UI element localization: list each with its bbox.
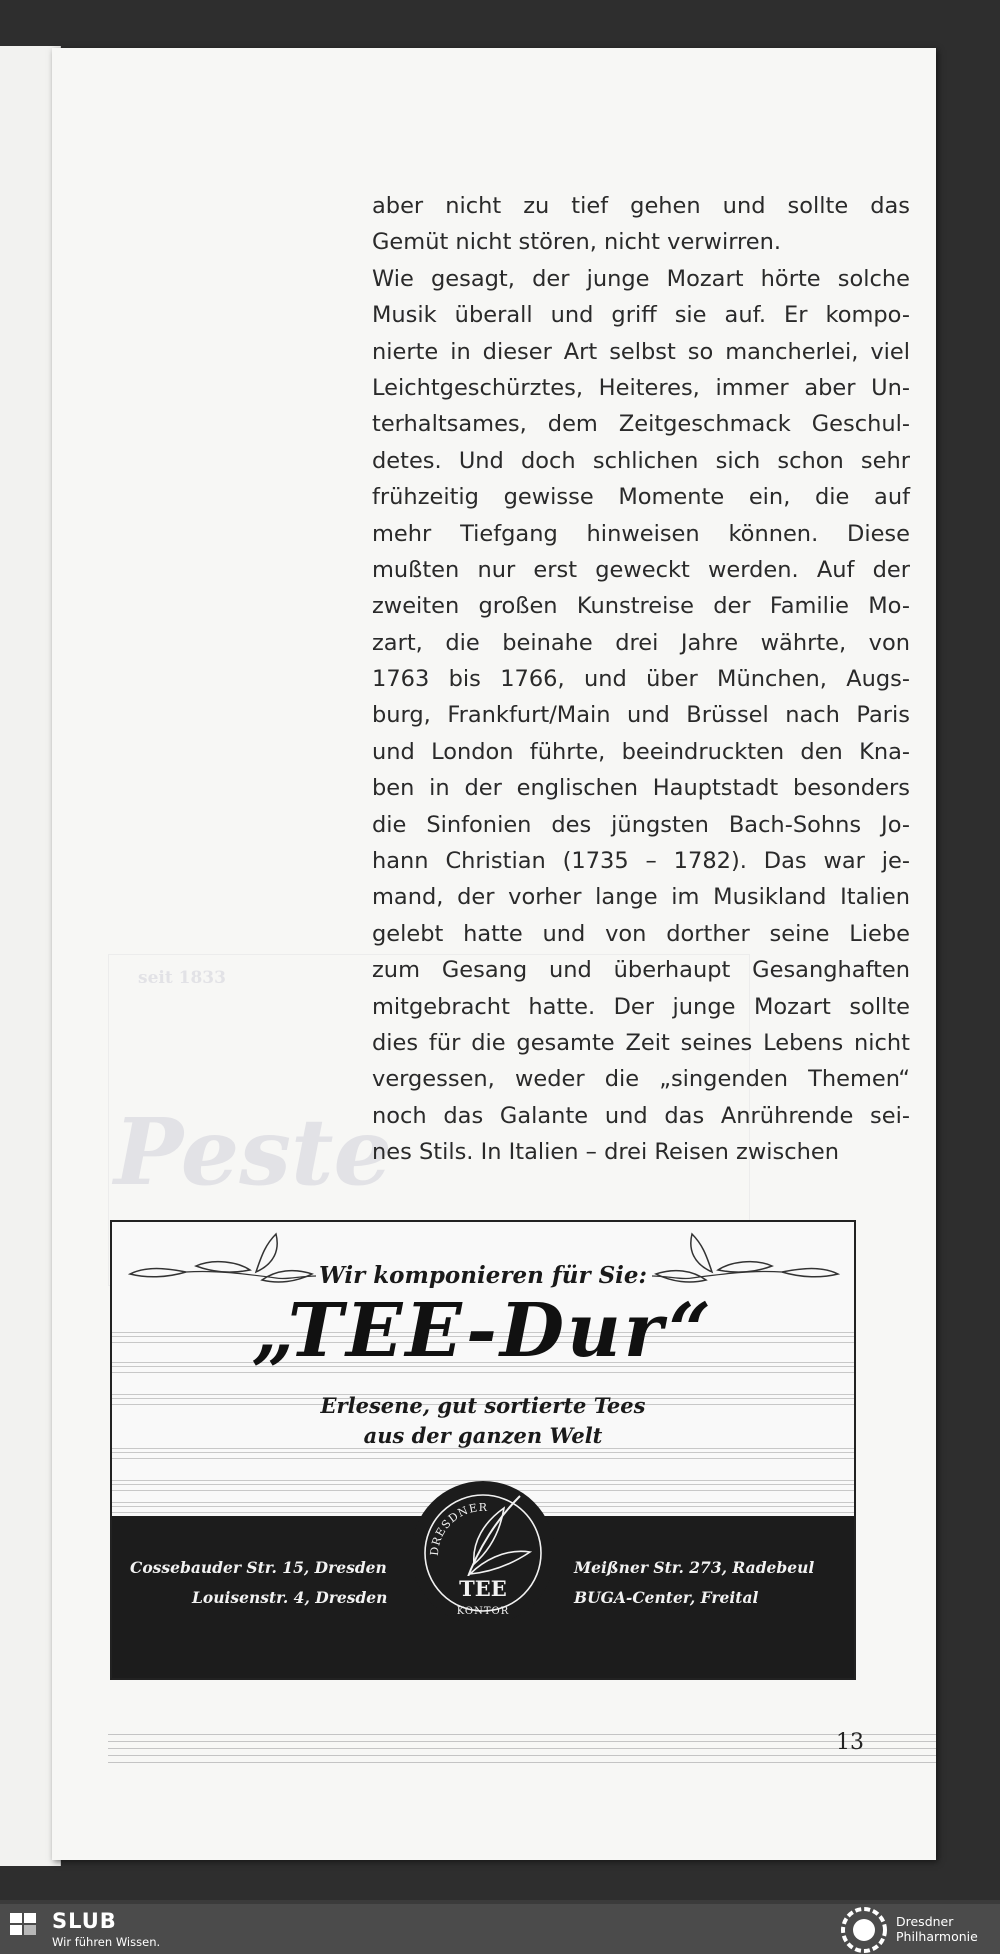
slub-logo-icon[interactable] [10,1913,38,1937]
text-line: mußten nur erst geweckt werden. Auf der [372,556,910,583]
partner-name [896,1914,978,1944]
show-through-word: Peste [114,1098,393,1206]
text-line: mehr Tiefgang hinweisen können. Diese [372,520,910,547]
text-line: Gemüt nicht stören, nicht verwirren. [372,229,782,256]
partner-name-line: Dresdner [896,1914,954,1929]
show-through-year: seit 1833 [138,968,226,988]
slub-name[interactable]: SLUB [52,1909,117,1933]
document-page [52,48,936,1860]
ad-subtitle: aus der ganzen Welt [363,1423,603,1448]
text-line: Musik überall und griff sie auf. Er kompo- [372,302,910,329]
text-line: 1763 bis 1766, und über München, Augs- [372,666,910,693]
partner-name-line: Philharmonie [896,1929,978,1944]
address-left: Cossebauder Str. 15, Dresden [130,1558,387,1577]
dresdner-tee-kontor-logo [408,1478,558,1628]
viewer-footer-bar [0,1904,1000,1954]
text-line: nes Stils. In Italien – drei Reisen zwischen [372,1139,839,1166]
text-line: ben in der englischen Hauptstadt besonders [372,775,910,802]
text-line: nierte in dieser Art selbst so mancherlei, viel [372,338,910,365]
text-line: zweiten großen Kunstreise der Familie Mo- [372,593,910,620]
logo-main-text: TEE [459,1576,507,1601]
slub-tagline: Wir führen Wissen. [52,1935,161,1949]
text-line: zart, die beinahe drei Jahre währte, von [372,629,910,656]
footer-staff-lines [108,1730,936,1770]
text-line: aber nicht zu tief gehen und sollte das [372,193,910,219]
text-line: zum Gesang und überhaupt Gesanghaften [372,957,910,984]
body-text [372,188,910,1171]
tea-advertisement [110,1220,856,1680]
page-number: 13 [836,1730,864,1755]
text-line: vergessen, weder die „singenden Themen“ [372,1066,910,1093]
text-line: burg, Frankfurt/Main und Brüssel nach Paris [372,702,910,729]
address-left: Louisenstr. 4, Dresden [192,1588,388,1607]
text-line: dies für die gesamte Zeit seines Lebens nicht [372,1029,910,1056]
logo-bottom-text: KONTOR [456,1606,510,1617]
text-line: und London führte, beeindruckten den Kna- [372,738,910,765]
logo-top-text: DRESDNER [427,1500,488,1557]
ad-subtitle: Erlesene, gut sortierte Tees [320,1393,646,1418]
ad-heading: Wir komponieren für Sie: [318,1262,648,1289]
address-right: Meißner Str. 273, Radebeul [574,1558,815,1577]
staff-lines [112,1448,854,1459]
text-line: die Sinfonien des jüngsten Bach-Sohns Jo- [372,811,910,838]
text-line: Leichtgeschürztes, Heiteres, immer aber Un- [372,374,910,401]
text-line: Wie gesagt, der junge Mozart hörte solche [372,265,910,292]
text-line: gelebt hatte und von dorther seine Liebe [372,920,910,947]
address-right: BUGA-Center, Freital [574,1588,759,1607]
text-line: frühzeitig gewisse Momente ein, die auf [372,484,910,511]
philharmonie-logo-icon[interactable] [841,1907,887,1953]
text-line: mand, der vorher lange im Musikland Italien [372,884,910,911]
text-line: terhaltsames, dem Zeitgeschmack Geschul- [372,411,910,438]
text-line: mitgebracht hatte. Der junge Mozart sollte [372,993,910,1020]
ad-title: „TEE-Dur“ [251,1288,715,1374]
text-line: hann Christian (1735 – 1782). Das war je- [372,848,910,875]
text-line: noch das Galante und das Anrührende sei- [372,1102,910,1129]
text-line: detes. Und doch schlichen sich schon sehr [372,447,910,474]
